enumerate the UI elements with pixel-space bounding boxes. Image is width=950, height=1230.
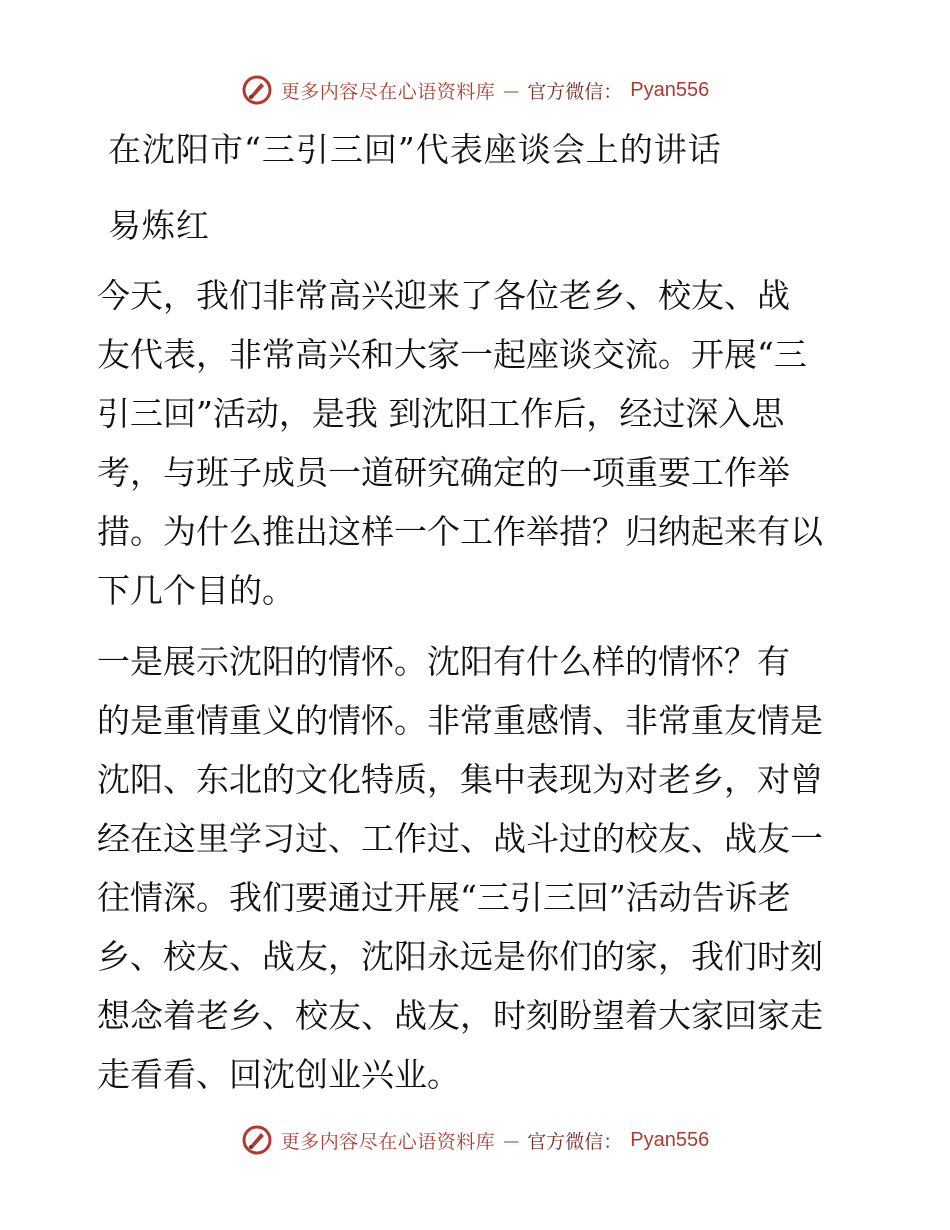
paragraph-line: 往情深。我们要通过开展“三引三回”活动告诉老 <box>97 878 791 917</box>
bottom-watermark-banner <box>0 1120 950 1160</box>
watermark-label: 官方微信： <box>527 80 623 103</box>
top-watermark-banner <box>0 70 950 110</box>
paragraph-line: 走看看、回沈创业兴业。 <box>97 1055 460 1094</box>
watermark-text: 更多内容尽在心语资料库 <box>280 1130 496 1153</box>
watermark-id: Pyan556 <box>630 78 710 101</box>
quill-logo-icon <box>241 74 273 106</box>
paragraph-line: 想念着老乡、校友、战友，时刻盼望着大家回家走 <box>97 996 823 1035</box>
paragraph-line: 经在这里学习过、工作过、战斗过的校友、战友一 <box>97 819 823 858</box>
watermark-text: 更多内容尽在心语资料库 <box>280 80 496 103</box>
paragraph-line: 考，与班子成员一道研究确定的一项重要工作举 <box>97 453 790 492</box>
paragraph-line: 友代表，非常高兴和大家一起座谈交流。开展“三 <box>97 335 807 374</box>
paragraph-line: 一是展示沈阳的情怀。沈阳有什么样的情怀？有 <box>97 642 790 681</box>
document-author: 易炼红 <box>108 206 210 245</box>
watermark-separator: — <box>503 80 520 100</box>
paragraph-1 <box>97 266 857 620</box>
paragraph-line: 乡、校友、战友，沈阳永远是你们的家，我们时刻 <box>97 937 823 976</box>
watermark-id: Pyan556 <box>630 1128 710 1151</box>
paragraph-line: 措。为什么推出这样一个工作举措？归纳起来有以 <box>97 512 823 551</box>
quill-logo-icon <box>241 1124 273 1156</box>
document-title: 在沈阳市“三引三回”代表座谈会上的讲话 <box>108 130 722 169</box>
paragraph-line: 的是重情重义的情怀。非常重感情、非常重友情是 <box>97 701 823 740</box>
paragraph-line: 下几个目的。 <box>97 571 295 610</box>
paragraph-line: 沈阳、东北的文化特质，集中表现为对老乡，对曾 <box>97 760 823 799</box>
paragraph-line: 今天，我们非常高兴迎来了各位老乡、校友、战 <box>97 276 790 315</box>
paragraph-2 <box>97 632 857 1104</box>
watermark-separator: — <box>503 1130 520 1150</box>
watermark-label: 官方微信： <box>527 1130 623 1153</box>
paragraph-line: 引三回”活动，是我 到沈阳工作后，经过深入思 <box>97 394 785 433</box>
